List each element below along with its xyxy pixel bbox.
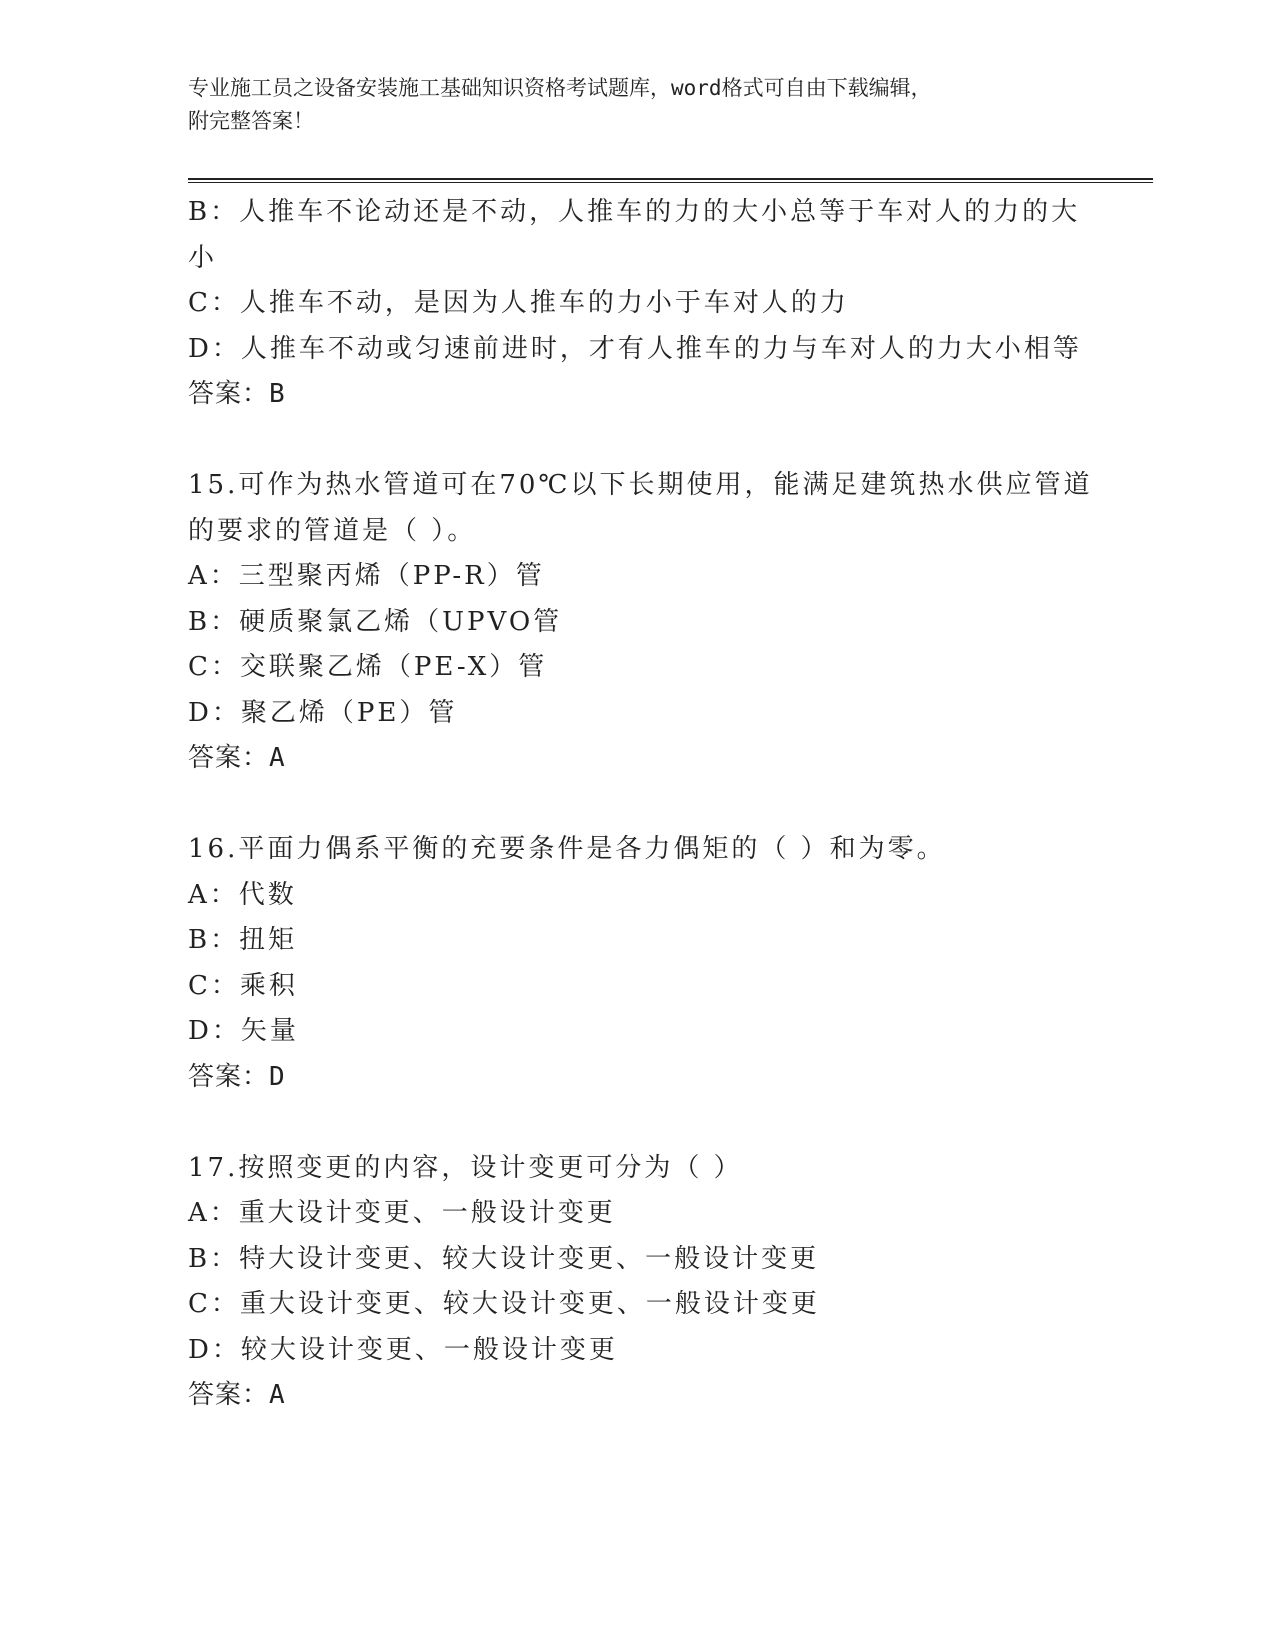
question-stem: 17.按照变更的内容，设计变更可分为（ ）	[188, 1152, 743, 1183]
question-14-continued	[188, 190, 1088, 418]
spacer	[188, 782, 1088, 828]
question-16	[188, 827, 1088, 1100]
question-content	[188, 190, 1093, 1419]
question-15	[188, 463, 1093, 782]
option-b: B：硬质聚氯乙烯（UPVO管	[188, 606, 563, 637]
answer: 答案：A	[188, 1380, 286, 1410]
option-c: C：人推车不动，是因为人推车的力小于车对人的力	[188, 288, 849, 318]
option-b-line-2: 小	[188, 242, 218, 273]
option-d: D：较大设计变更、一般设计变更	[188, 1334, 618, 1365]
option-d: D：聚乙烯（PE）管	[188, 697, 458, 728]
option-b: B：特大设计变更、较大设计变更、一般设计变更	[188, 1243, 820, 1274]
option-d: D：矢量	[188, 1016, 299, 1046]
option-c: C：交联聚乙烯（PE-X）管	[188, 652, 548, 682]
answer: 答案：A	[188, 743, 286, 773]
question-stem: 16.平面力偶系平衡的充要条件是各力偶矩的（ ）和为零。	[188, 834, 946, 864]
option-c: C：重大设计变更、较大设计变更、一般设计变更	[188, 1289, 820, 1319]
answer: 答案：D	[188, 1061, 286, 1092]
header-line-1: 专业施工员之设备安装施工基础知识资格考试题库，word格式可自由下载编辑，	[188, 76, 932, 100]
spacer	[188, 418, 1088, 464]
option-b-line-1: B：人推车不论动还是不动，人推车的力的大小总等于车对人的力的大	[188, 197, 1081, 227]
page-header	[188, 72, 1088, 138]
header-rule-thick	[188, 178, 1153, 180]
option-d: D：人推车不动或匀速前进时，才有人推车的力与车对人的力大小相等	[188, 333, 1082, 364]
answer: 答案：B	[188, 379, 286, 409]
header-line-2: 附完整答案！	[188, 109, 314, 133]
option-a: A：代数	[188, 879, 297, 910]
option-a: A：三型聚丙烯（PP-R）管	[188, 561, 545, 591]
option-b: B：扭矩	[188, 925, 298, 955]
header-rule-thin	[188, 182, 1153, 183]
question-stem-line-1: 15.可作为热水管道可在70℃以下长期使用，能满足建筑热水供应管道	[188, 470, 1093, 500]
question-17	[188, 1146, 1088, 1419]
question-stem-line-2: 的要求的管道是（ ）。	[188, 515, 477, 546]
option-a: A：重大设计变更、一般设计变更	[188, 1198, 616, 1228]
option-c: C：乘积	[188, 970, 298, 1001]
spacer	[188, 1100, 1088, 1146]
